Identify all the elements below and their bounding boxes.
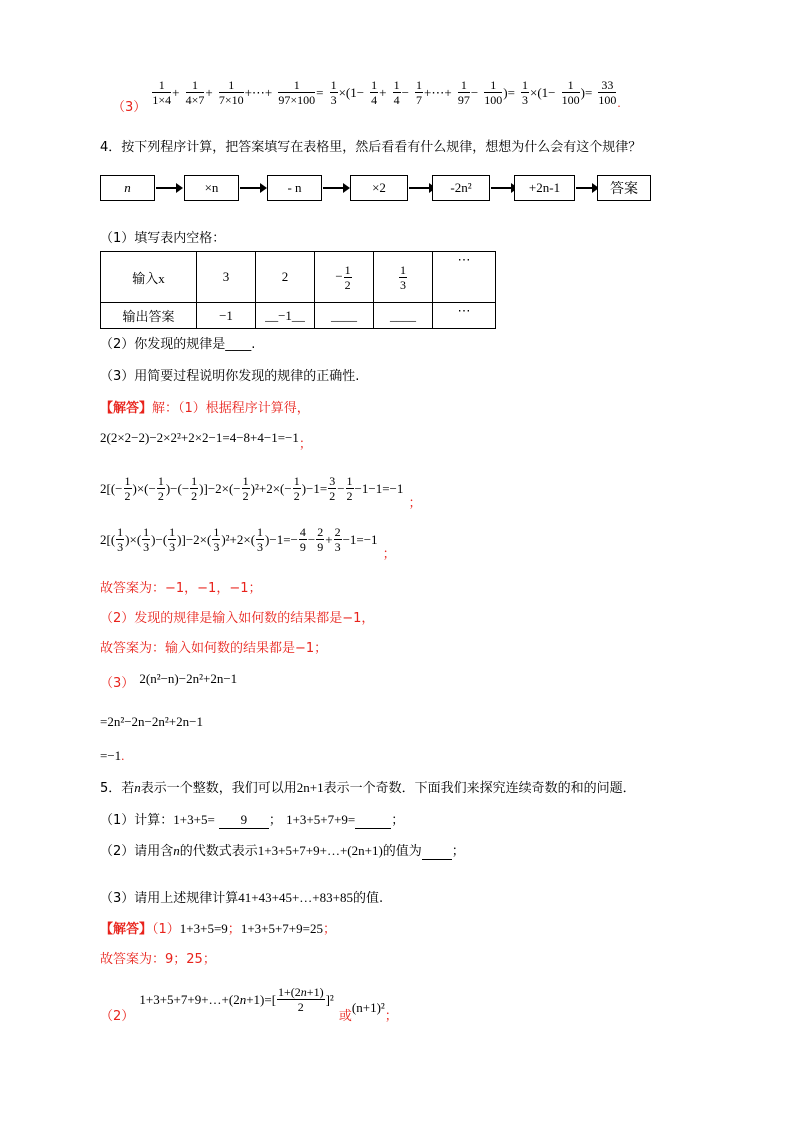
table-cell: − $\frac{1}{2}$ [315,252,374,303]
q3-fraction-sum: $_{(3)}$ $\frac{1}{1\times 4}$ + $\frac{1}{4\times 7}$ + $\frac{1}{7\times 10}$ +⋯+ $\frac{1}{97\times 100}$ = $\frac{1}{3}$ ×(1− $\frac{1}{4}$ + $\frac{1}{4}$ − $\frac{1}{7}$ +⋯+ $\frac{1}{97}$ − $\frac{1}{100}$ )= $\frac{1}{3}$ ×(1− $\frac{1}{100}$ )= $\frac{33}{100}$ $_.$ [112,78,621,115]
q5-stem: 5．若n表示一个整数，我们可以用2n+1表示一个奇数．下面我们来探究连续奇数的和的问题． [100,780,636,796]
q4-solution-line2: 2[(− $\frac{1}{2}$ )×(− $\frac{1}{2}$ )−(− $\frac{1}{2}$ )]−2×(− $\frac{1}{2}$ )²+2×(− $\frac{1}{2}$ )−1= $\frac{3}{2}$ − $\frac{1}{2}$ −1−1=−1 $_;$ [100,474,422,511]
q4-part3: （3）用简要过程说明你发现的规律的正确性. [100,369,360,384]
q4-part2: （2）你发现的规律是____. [100,337,256,352]
q5-solution-line1: 【解答】（1）1+3+5=9；1+3+5+7+9=25； [100,921,336,937]
q5-part2: （2）请用含n的代数式表示1+3+5+7+9+…+(2n+1)的值为 ； [100,843,465,859]
q4-stem: 4．按下列程序计算，把答案填写在表格里，然后看看有什么规律，想想为什么会有这个规律？ [100,140,642,155]
q5-part3: （3）请用上述规律计算41+43+45+…+83+85的值. [100,890,384,906]
q4-solution-header: 【解答】解：（1）根据程序计算得， [100,401,310,416]
q4-part1: （1）填写表内空格： [100,231,226,246]
table-row-header-output: 输出答案 [101,303,197,329]
table-cell: ____ [315,303,374,329]
flow-arrow [323,187,344,189]
flow-arrow [409,187,430,189]
flow-box-multiply-n: ×n [184,175,239,201]
table-cell: 3 [197,252,256,303]
table-row-header-input: 输入x [101,252,197,303]
answer-blank [422,844,452,860]
flow-box-input: n [100,175,155,201]
flow-box-minus-n: - n [267,175,322,201]
q3-label: （3） [112,100,147,115]
table-cell: −1 [197,303,256,329]
q5-part1: （1）计算：1+3+5= 9 ； 1+3+5+7+9= ； [100,812,405,828]
table-cell: ⋯ [433,252,496,303]
table-cell: 2 [256,252,315,303]
flow-arrow [240,187,261,189]
q4-answer3-result: =−1. [100,748,125,763]
table-cell: ____ [374,303,433,329]
flow-box-plus-2n-1: +2n-1 [514,175,575,201]
flow-box-times-2: ×2 [350,175,408,201]
flow-arrow [156,187,177,189]
answer-blank [355,813,391,829]
flow-arrow [576,187,593,189]
q4-answer3-step: =2n²−2n−2n²+2n−1 [100,714,203,729]
flow-box-minus-2n2: -2n² [432,175,490,201]
q4-answer1: 故答案为：−1，−1，−1； [100,581,262,596]
q4-answer-table [100,251,496,329]
flow-arrow [491,187,512,189]
q5-solution-part2: $_{(2)}$ 1+3+5+7+9+…+(2n+1)=[ $\frac{1+(2n+1)}{2}$ ]² $_{或(n+1)^2;}$ [100,985,398,1024]
q4-answer2: 故答案为：输入如何数的结果都是−1； [100,641,328,656]
q5-answer1: 故答案为：9；25； [100,952,216,967]
q4-answer2-rule: （2）发现的规律是输入如何数的结果都是−1， [100,611,375,626]
q4-answer3: $_{(3)}$ 2(n²−n)−2n²+2n−1 [100,671,238,691]
table-cell: __−1__ [256,303,315,329]
q4-solution-line3: 2[( $\frac{1}{3}$ )×( $\frac{1}{3}$ )−( $\frac{1}{3}$ )]−2×( $\frac{1}{3}$ )²+2×( $\frac{1}{3}$ )−1=− $\frac{4}{9}$ − $\frac{2}{9}$ + $\frac{2}{3}$ −1=−1 $_;$ [100,525,396,562]
answer-blank: 9 [219,812,269,829]
q4-solution-line1: $2(2\times 2-2)-2\times 2^2+2\times 2-1=4-8+4-1=-1_;$ [100,430,312,452]
flow-box-answer: 答案 [597,175,651,201]
table-cell: $\frac{1}{3}$ [374,252,433,303]
table-cell: ⋯ [433,303,496,329]
